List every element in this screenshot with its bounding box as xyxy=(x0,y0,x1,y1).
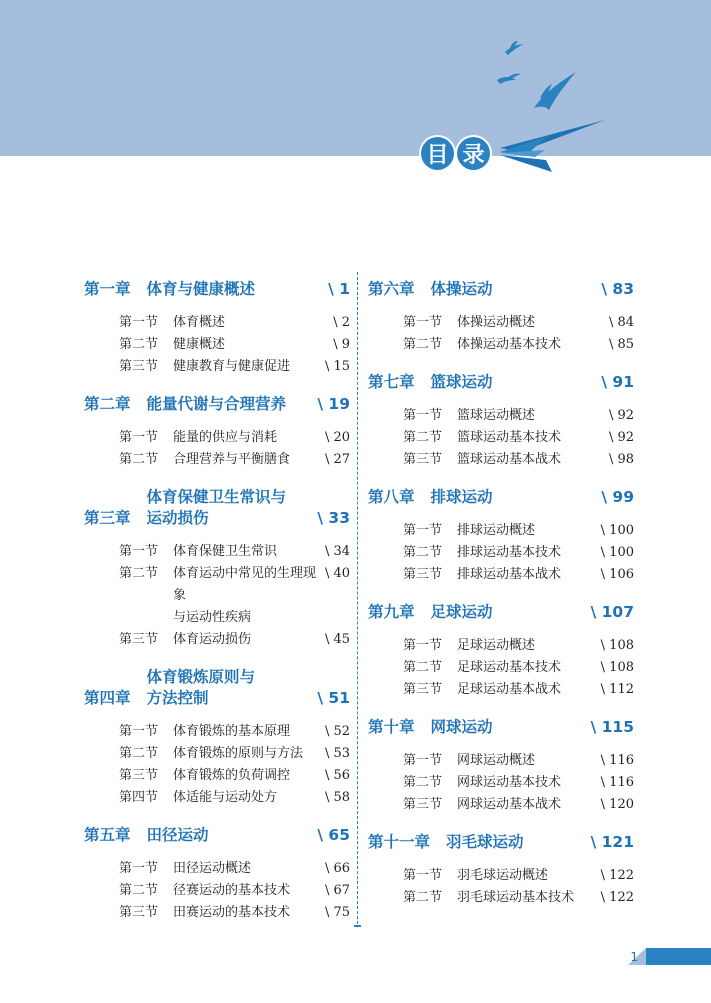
section-title: 健康概述 xyxy=(173,337,226,352)
section-page: \ 108 xyxy=(600,660,634,675)
section-number: 第一节 xyxy=(403,868,443,883)
chapter-title: 体育锻炼原则与 方法控制 xyxy=(146,668,256,707)
section-page: \ 20 xyxy=(324,430,350,445)
column-divider xyxy=(357,272,358,924)
section-title: 田径运动概述 xyxy=(173,861,252,876)
section-number: 第三节 xyxy=(119,359,159,374)
section-number: 第一节 xyxy=(119,724,159,739)
section-page: \ 85 xyxy=(608,337,634,352)
section-number: 第二节 xyxy=(119,452,159,467)
section-number: 第一节 xyxy=(403,523,443,538)
section-list xyxy=(84,858,350,924)
section-number: 第三节 xyxy=(119,768,159,783)
toc-chapter xyxy=(84,487,350,651)
toc-chapter xyxy=(368,832,634,909)
section-page: \ 116 xyxy=(600,753,634,768)
section-number: 第二节 xyxy=(403,430,443,445)
chapter-number: 第十章 xyxy=(368,718,415,736)
section-entry[interactable] xyxy=(368,312,634,334)
section-number: 第三节 xyxy=(403,797,443,812)
section-page: \ 112 xyxy=(600,682,634,697)
section-number: 第四节 xyxy=(119,790,159,805)
section-entry[interactable] xyxy=(84,541,350,563)
section-title: 排球运动基本战术 xyxy=(457,567,562,582)
chapter-heading[interactable] xyxy=(368,602,634,623)
chapter-page: \ 1 xyxy=(328,280,350,298)
section-page: \ 67 xyxy=(324,883,350,898)
chapter-title: 体育与健康概述 xyxy=(146,280,256,298)
section-entry[interactable] xyxy=(368,427,634,449)
toc-chapter xyxy=(84,667,350,809)
section-number: 第三节 xyxy=(403,567,443,582)
chapter-page: \ 115 xyxy=(590,718,634,736)
section-page: \ 75 xyxy=(324,905,350,920)
section-entry[interactable] xyxy=(84,334,350,356)
chapter-heading[interactable] xyxy=(84,394,350,415)
section-entry[interactable] xyxy=(368,865,634,887)
section-list xyxy=(368,635,634,701)
section-entry[interactable] xyxy=(84,449,350,471)
bird-icon xyxy=(505,41,523,55)
toc-chapter xyxy=(84,825,350,924)
title-char: 录 xyxy=(457,137,490,170)
chapter-page: \ 65 xyxy=(317,826,350,844)
section-entry[interactable] xyxy=(368,405,634,427)
section-page: \ 92 xyxy=(608,430,634,445)
section-title: 田赛运动的基本技术 xyxy=(173,905,291,920)
section-page: \ 120 xyxy=(600,797,634,812)
section-page: \ 34 xyxy=(324,544,350,559)
section-title: 篮球运动概述 xyxy=(457,408,536,423)
section-page: \ 66 xyxy=(324,861,350,876)
section-title: 羽毛球运动基本技术 xyxy=(457,890,575,905)
toc-chapter xyxy=(368,717,634,816)
toc-right-column xyxy=(368,279,634,909)
section-page: \ 84 xyxy=(608,315,634,330)
section-title: 健康教育与健康促进 xyxy=(173,359,291,374)
chapter-title: 田径运动 xyxy=(146,826,209,844)
section-list xyxy=(84,427,350,471)
section-title: 体育运动中常见的生理现象 与运动性疾病 xyxy=(173,566,317,625)
section-title: 排球运动基本技术 xyxy=(457,545,562,560)
chapter-number: 第九章 xyxy=(368,603,415,621)
section-number: 第三节 xyxy=(403,452,443,467)
chapter-heading[interactable] xyxy=(84,667,350,709)
section-title: 体育锻炼的原则与方法 xyxy=(173,746,304,761)
section-number: 第一节 xyxy=(403,408,443,423)
section-title: 排球运动概述 xyxy=(457,523,536,538)
section-page: \ 122 xyxy=(600,868,634,883)
section-number: 第一节 xyxy=(403,753,443,768)
section-title: 体育运动损伤 xyxy=(173,632,252,647)
section-number: 第一节 xyxy=(119,544,159,559)
page-number: 1 xyxy=(630,950,638,964)
section-entry[interactable] xyxy=(84,880,350,902)
toc-chapter xyxy=(368,487,634,586)
section-entry[interactable] xyxy=(84,721,350,743)
section-number: 第二节 xyxy=(119,566,159,581)
chapter-number: 第四章 xyxy=(84,689,131,707)
chapter-title: 排球运动 xyxy=(430,488,493,506)
section-title: 羽毛球运动概述 xyxy=(457,868,549,883)
section-entry[interactable] xyxy=(368,635,634,657)
streak-decoration xyxy=(500,120,605,172)
section-page: \ 45 xyxy=(324,632,350,647)
chapter-title: 体操运动 xyxy=(430,280,493,298)
section-page: \ 100 xyxy=(600,523,634,538)
chapter-heading[interactable] xyxy=(368,279,634,300)
section-number: 第二节 xyxy=(403,890,443,905)
section-list xyxy=(368,520,634,586)
chapter-heading[interactable] xyxy=(84,487,350,529)
section-number: 第一节 xyxy=(403,638,443,653)
section-entry[interactable] xyxy=(368,750,634,772)
toc-chapter xyxy=(368,372,634,471)
section-number: 第二节 xyxy=(119,746,159,761)
section-number: 第二节 xyxy=(403,660,443,675)
section-number: 第一节 xyxy=(119,430,159,445)
toc-chapter xyxy=(84,394,350,471)
section-title: 足球运动基本战术 xyxy=(457,682,562,697)
birds-and-streaks-decoration xyxy=(0,0,711,190)
chapter-number: 第八章 xyxy=(368,488,415,506)
section-page: \ 122 xyxy=(600,890,634,905)
section-entry[interactable] xyxy=(368,657,634,679)
footer-bar xyxy=(646,948,711,965)
toc-title xyxy=(421,137,490,170)
section-page: \ 27 xyxy=(324,452,350,467)
section-page: \ 116 xyxy=(600,775,634,790)
bird-icon xyxy=(497,74,521,84)
section-title: 网球运动基本技术 xyxy=(457,775,562,790)
section-list xyxy=(84,721,350,809)
section-entry[interactable] xyxy=(84,787,350,809)
section-entry[interactable] xyxy=(368,564,634,586)
section-title: 网球运动概述 xyxy=(457,753,536,768)
section-title: 体育概述 xyxy=(173,315,226,330)
section-page: \ 40 xyxy=(324,566,350,581)
chapter-page: \ 99 xyxy=(601,488,634,506)
chapter-title: 网球运动 xyxy=(430,718,493,736)
section-page: \ 2 xyxy=(333,315,350,330)
section-number: 第二节 xyxy=(403,337,443,352)
section-title: 体操运动基本技术 xyxy=(457,337,562,352)
section-page: \ 56 xyxy=(324,768,350,783)
section-number: 第二节 xyxy=(119,883,159,898)
chapter-number: 第二章 xyxy=(84,395,131,413)
bird-icon xyxy=(534,72,576,110)
section-title: 径赛运动的基本技术 xyxy=(173,883,291,898)
chapter-page: \ 121 xyxy=(590,833,634,851)
section-list xyxy=(368,750,634,816)
chapter-heading[interactable] xyxy=(84,279,350,300)
section-page: \ 58 xyxy=(324,790,350,805)
section-list xyxy=(84,541,350,651)
section-number: 第二节 xyxy=(119,337,159,352)
chapter-page: \ 33 xyxy=(317,509,350,527)
section-number: 第一节 xyxy=(119,861,159,876)
chapter-heading[interactable] xyxy=(84,825,350,846)
section-number: 第二节 xyxy=(403,775,443,790)
section-page: \ 53 xyxy=(324,746,350,761)
section-entry[interactable] xyxy=(84,765,350,787)
section-title: 足球运动概述 xyxy=(457,638,536,653)
toc-chapter xyxy=(84,279,350,378)
section-entry[interactable] xyxy=(84,563,350,629)
section-title: 网球运动基本战术 xyxy=(457,797,562,812)
section-page: \ 100 xyxy=(600,545,634,560)
chapter-number: 第七章 xyxy=(368,373,415,391)
section-list xyxy=(368,312,634,356)
chapter-heading[interactable] xyxy=(368,717,634,738)
section-number: 第一节 xyxy=(403,315,443,330)
chapter-title: 体育保健卫生常识与 运动损伤 xyxy=(146,488,287,527)
chapter-number: 第十一章 xyxy=(368,833,431,851)
chapter-title: 能量代谢与合理营养 xyxy=(146,395,287,413)
section-page: \ 98 xyxy=(608,452,634,467)
section-page: \ 106 xyxy=(600,567,634,582)
chapter-page: \ 51 xyxy=(317,689,350,707)
chapter-page: \ 91 xyxy=(601,373,634,391)
section-title: 体育锻炼的负荷调控 xyxy=(173,768,291,783)
section-entry[interactable] xyxy=(368,887,634,909)
section-entry[interactable] xyxy=(84,858,350,880)
section-entry[interactable] xyxy=(368,520,634,542)
chapter-number: 第五章 xyxy=(84,826,131,844)
section-number: 第一节 xyxy=(119,315,159,330)
section-entry[interactable] xyxy=(368,542,634,564)
chapter-page: \ 19 xyxy=(317,395,350,413)
section-list xyxy=(368,405,634,471)
section-entry[interactable] xyxy=(368,772,634,794)
section-title: 篮球运动基本技术 xyxy=(457,430,562,445)
section-entry[interactable] xyxy=(368,794,634,816)
chapter-page: \ 107 xyxy=(590,603,634,621)
section-entry[interactable] xyxy=(84,629,350,651)
chapter-heading[interactable] xyxy=(368,372,634,393)
section-title: 能量的供应与消耗 xyxy=(173,430,278,445)
chapter-number: 第一章 xyxy=(84,280,131,298)
section-entry[interactable] xyxy=(84,902,350,924)
section-list xyxy=(84,312,350,378)
section-page: \ 15 xyxy=(324,359,350,374)
section-entry[interactable] xyxy=(368,679,634,701)
title-char: 目 xyxy=(421,137,454,170)
section-title: 体育锻炼的基本原理 xyxy=(173,724,291,739)
section-entry[interactable] xyxy=(368,449,634,471)
section-title: 篮球运动基本战术 xyxy=(457,452,562,467)
section-title: 体育保健卫生常识 xyxy=(173,544,278,559)
section-number: 第三节 xyxy=(119,905,159,920)
section-list xyxy=(368,865,634,909)
chapter-number: 第六章 xyxy=(368,280,415,298)
section-entry[interactable] xyxy=(84,356,350,378)
section-page: \ 92 xyxy=(608,408,634,423)
toc-chapter xyxy=(368,602,634,701)
chapter-heading[interactable] xyxy=(368,832,634,853)
section-page: \ 108 xyxy=(600,638,634,653)
section-title: 足球运动基本技术 xyxy=(457,660,562,675)
chapter-title: 羽毛球运动 xyxy=(446,833,524,851)
toc-chapter xyxy=(368,279,634,356)
section-entry[interactable] xyxy=(84,312,350,334)
section-number: 第三节 xyxy=(119,632,159,647)
chapter-title: 篮球运动 xyxy=(430,373,493,391)
section-page: \ 9 xyxy=(333,337,350,352)
section-entry[interactable] xyxy=(368,334,634,356)
section-number: 第三节 xyxy=(403,682,443,697)
chapter-number: 第三章 xyxy=(84,509,131,527)
section-entry[interactable] xyxy=(84,743,350,765)
section-page: \ 52 xyxy=(324,724,350,739)
section-entry[interactable] xyxy=(84,427,350,449)
chapter-page: \ 83 xyxy=(601,280,634,298)
chapter-title: 足球运动 xyxy=(430,603,493,621)
section-title: 合理营养与平衡膳食 xyxy=(173,452,291,467)
section-title: 体操运动概述 xyxy=(457,315,536,330)
section-title: 体适能与运动处方 xyxy=(173,790,278,805)
toc-left-column xyxy=(84,279,350,924)
section-number: 第二节 xyxy=(403,545,443,560)
chapter-heading[interactable] xyxy=(368,487,634,508)
